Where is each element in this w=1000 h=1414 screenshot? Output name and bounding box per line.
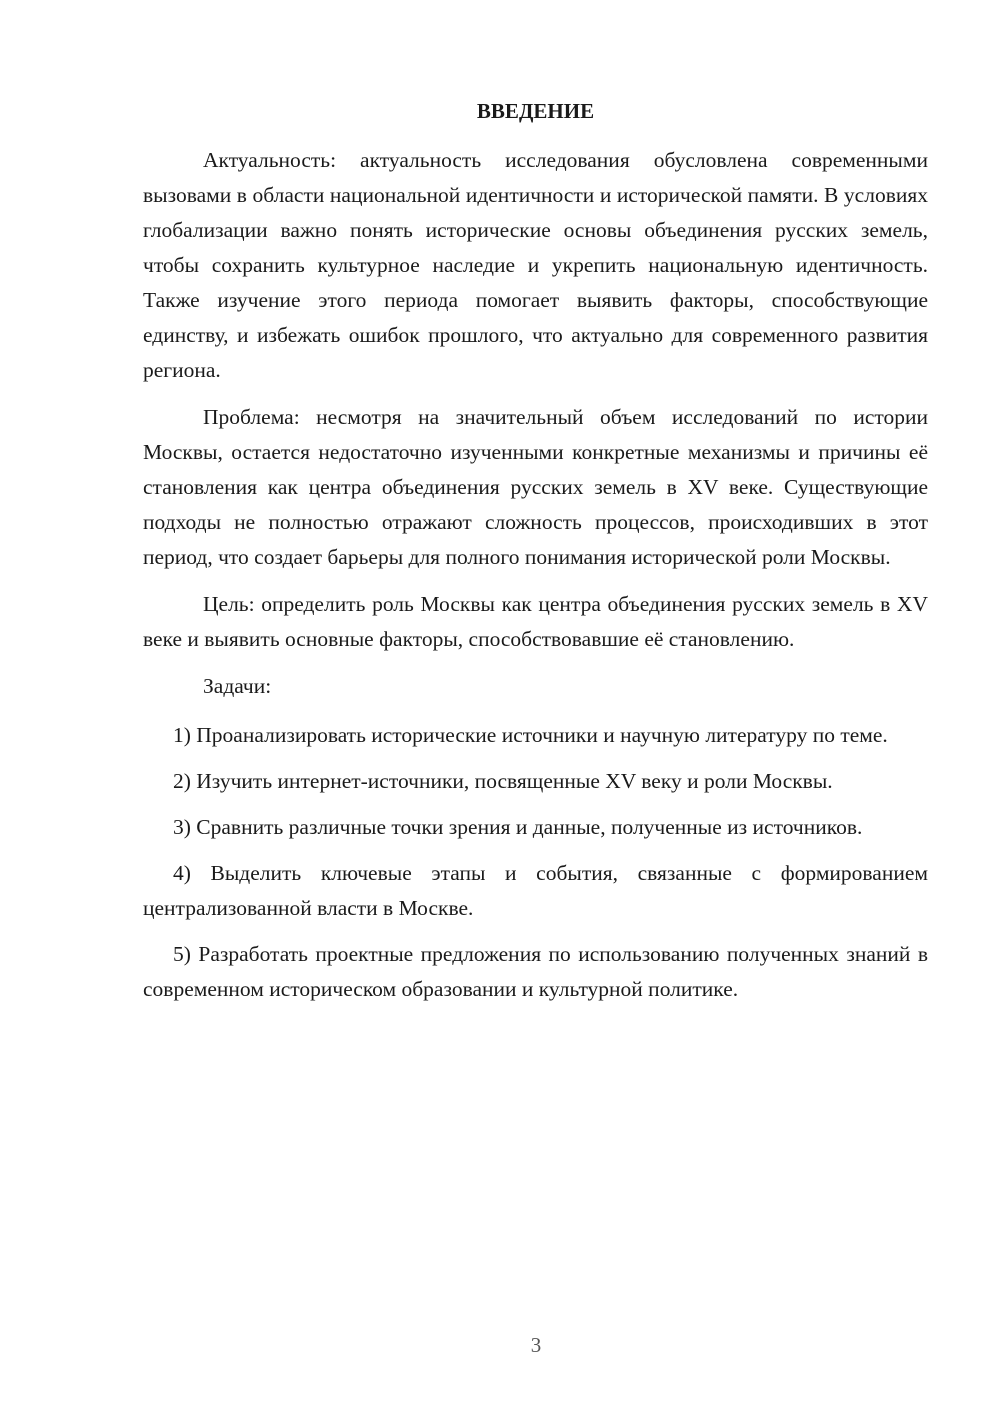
task-item: 3) Сравнить различные точки зрения и данные, полученные из источников. — [173, 815, 863, 839]
task-item: 5) Разработать проектные предложения по использованию полученных знаний в современном историческом образовании и культурной политике. — [143, 942, 928, 1001]
task-item: 4) Выделить ключевые этапы и события, связанные с формированием централизованной власти в Москве. — [143, 861, 928, 920]
goal-paragraph: Цель: определить роль Москвы как центра объединения русских земель в XV веке и выявить основные факторы, способствовавшие её становлению. — [143, 592, 928, 651]
task-item: 2) Изучить интернет-источники, посвященные XV веку и роли Москвы. — [173, 769, 833, 793]
document-page — [143, 94, 928, 1018]
section-title: ВВЕДЕНИЕ — [476, 99, 595, 123]
page-number: 3 — [530, 1333, 542, 1357]
task-item: 1) Проанализировать исторические источники и научную литературу по теме. — [173, 723, 888, 747]
relevance-paragraph: Актуальность: актуальность исследования обусловлена современными вызовами в области национальной идентичности и исторической памяти. В условиях глобализации важно понять исторические основы объединения русских земель, чтобы сохранить культурное наследие и укрепить национальную идентичность. Также изучение этого периода помогает выявить факторы, способствующие единству, и избежать ошибок прошлого, что актуально для современного развития региона. — [143, 148, 928, 382]
problem-paragraph: Проблема: несмотря на значительный объем исследований по истории Москвы, остается недостаточно изученными конкретные механизмы и причины её становления как центра объединения русских земель в XV веке. Существующие подходы не полностью отражают сложность процессов, происходивших в этот период, что создает барьеры для полного понимания исторической роли Москвы. — [143, 405, 928, 569]
tasks-heading: Задачи: — [203, 674, 272, 698]
